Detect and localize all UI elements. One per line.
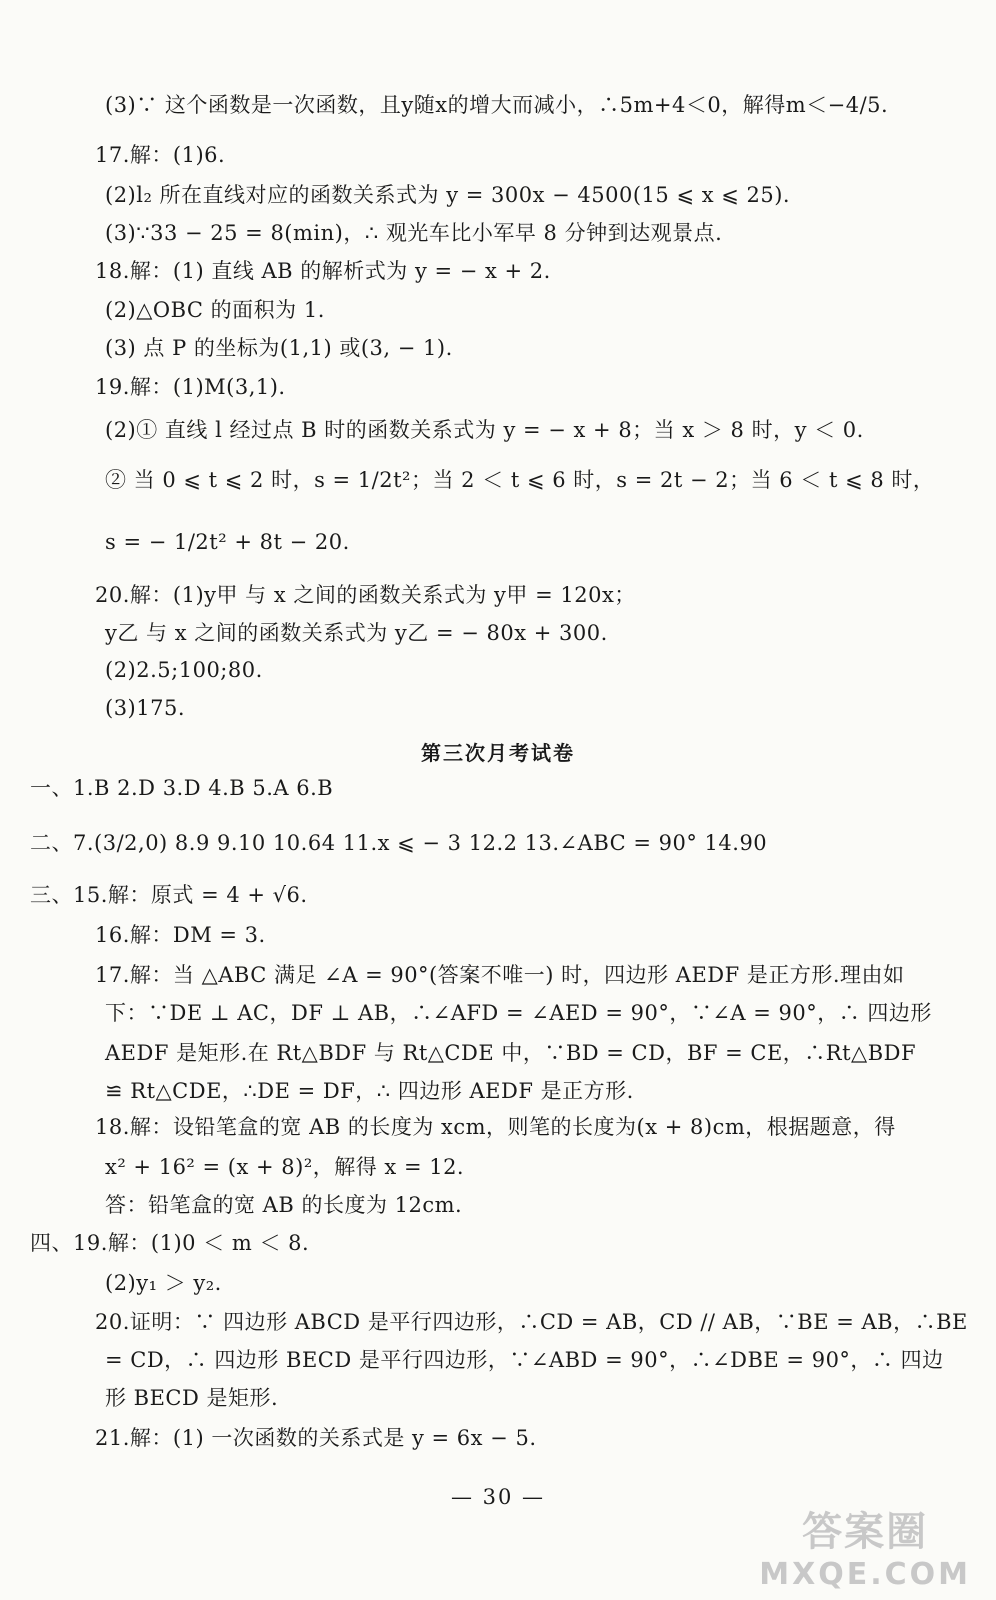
text-line: 16.解：DM = 3. bbox=[95, 923, 266, 947]
text-line: (2)① 直线 l 经过点 B 时的函数关系式为 y = − x + 8；当 x ＞ 8 时，y ＜ 0. bbox=[105, 418, 864, 442]
text-line: 17.解：当 △ABC 满足 ∠A = 90°(答案不唯一) 时，四边形 AEDF 是正方形.理由如 bbox=[95, 963, 905, 987]
text-line: 答：铅笔盒的宽 AB 的长度为 12cm. bbox=[105, 1193, 463, 1217]
text-line: 19.解：(1)M(3,1). bbox=[95, 375, 286, 399]
text-line: (3)∵ 这个函数是一次函数，且y随x的增大而减小，∴5m+4＜0，解得m＜−4/5. bbox=[105, 93, 889, 117]
text-line: (3) 点 P 的坐标为(1,1) 或(3, − 1). bbox=[105, 336, 453, 360]
text-line: AEDF 是矩形.在 Rt△BDF 与 Rt△CDE 中，∵BD = CD，BF = CE，∴Rt△BDF bbox=[105, 1041, 917, 1065]
text-line: ② 当 0 ⩽ t ⩽ 2 时，s = 1/2t²；当 2 ＜ t ⩽ 6 时，s = 2t − 2；当 6 ＜ t ⩽ 8 时， bbox=[105, 468, 935, 492]
text-line: 18.解：设铅笔盒的宽 AB 的长度为 xcm，则笔的长度为(x + 8)cm，根据题意，得 bbox=[95, 1115, 896, 1139]
text-line: 20.解：(1)y甲 与 x 之间的函数关系式为 y甲 = 120x； bbox=[95, 583, 636, 607]
text-line: (2)△OBC 的面积为 1. bbox=[105, 298, 325, 322]
text-line: 20.证明：∵ 四边形 ABCD 是平行四边形，∴CD = AB，CD // AB，∵BE = AB，∴BE bbox=[95, 1310, 968, 1334]
text-line: (2)y₁ ＞ y₂. bbox=[105, 1271, 222, 1295]
section-title: 第三次月考试卷 bbox=[421, 741, 575, 765]
text-line: (2)l₂ 所在直线对应的函数关系式为 y = 300x − 4500(15 ⩽ x ⩽ 25). bbox=[105, 183, 791, 207]
text-line: 下：∵DE ⊥ AC，DF ⊥ AB，∴∠AFD = ∠AED = 90°，∵∠A = 90°，∴ 四边形 bbox=[105, 1001, 932, 1025]
text-line: x² + 16² = (x + 8)²，解得 x = 12. bbox=[105, 1155, 465, 1179]
text-line: s = − 1/2t² + 8t − 20. bbox=[105, 530, 350, 554]
text-line: 21.解：(1) 一次函数的关系式是 y = 6x − 5. bbox=[95, 1426, 537, 1450]
text-line: 形 BECD 是矩形. bbox=[105, 1386, 279, 1410]
text-line: = CD，∴ 四边形 BECD 是平行四边形，∵∠ABD = 90°，∴∠DBE = 90°，∴ 四边 bbox=[105, 1348, 944, 1372]
text-line: 四、19.解：(1)0 ＜ m ＜ 8. bbox=[30, 1231, 310, 1255]
text-line: 一、1.B 2.D 3.D 4.B 5.A 6.B bbox=[30, 776, 334, 800]
page-number: — 30 — bbox=[450, 1485, 546, 1509]
text-line: 18.解：(1) 直线 AB 的解析式为 y = − x + 2. bbox=[95, 259, 551, 283]
text-line: (3)175. bbox=[105, 696, 186, 720]
text-line: 三、15.解：原式 = 4 + √6. bbox=[30, 883, 308, 907]
text-line: ≌ Rt△CDE，∴DE = DF，∴ 四边形 AEDF 是正方形. bbox=[105, 1079, 634, 1103]
text-line: 二、7.(3/2,0) 8.9 9.10 10.64 11.x ⩽ − 3 12.2 13.∠ABC = 90° 14.90 bbox=[30, 831, 768, 855]
text-line: y乙 与 x 之间的函数关系式为 y乙 = − 80x + 300. bbox=[105, 621, 608, 645]
watermark-line2: MXQE.COM bbox=[759, 1557, 971, 1592]
text-line: 17.解：(1)6. bbox=[95, 143, 226, 167]
watermark-logo bbox=[759, 1500, 971, 1592]
text-line: (3)∵33 − 25 = 8(min)，∴ 观光车比小军早 8 分钟到达观景点. bbox=[105, 221, 723, 245]
watermark-line1: 答案圈 bbox=[802, 1509, 929, 1555]
text-line: (2)2.5;100;80. bbox=[105, 658, 263, 682]
